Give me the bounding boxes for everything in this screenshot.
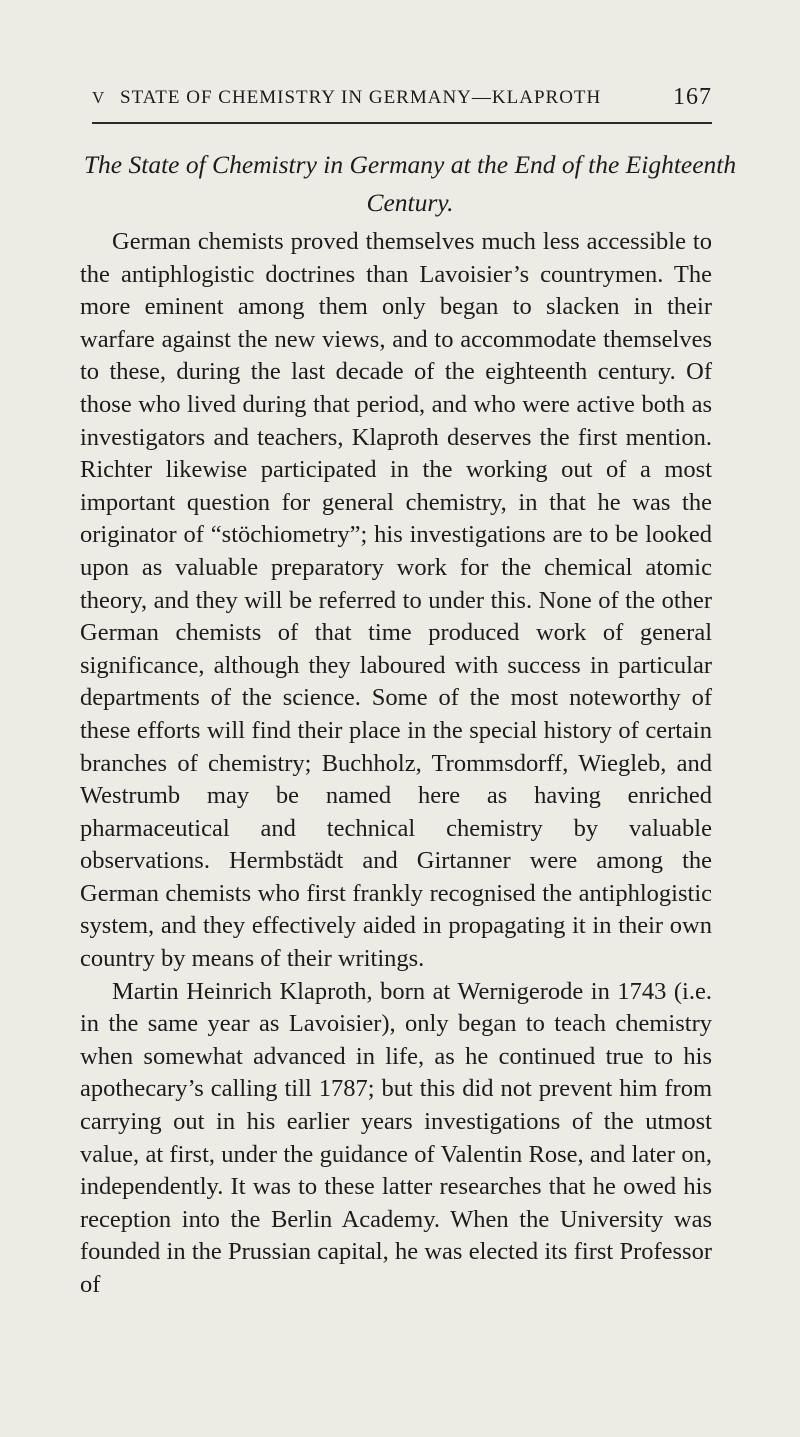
body-text — [80, 226, 712, 1302]
chapter-number: V — [92, 88, 105, 107]
section-title: The State of Chemistry in Germany at the End of the Eighteenth Century. — [83, 150, 737, 217]
page-number: 167 — [673, 84, 712, 110]
paragraph: Martin Heinrich Klaproth, born at Wernigerode in 1743 (i.e. in the same year as Lavoisier), only began to teach chemistry when somewhat advanced in life, as he continued true to his apothecary’s calling till 1787; but this did not prevent him from carrying out in his earlier years investigations of the utmost value, at first, under the guidance of Valentin Rose, and later on, independently. It was to these latter researches that he owed his reception into the Berlin Academy. When the University was founded in the Prussian capital, he was elected its first Professor of — [80, 977, 712, 1298]
header-rule — [92, 122, 712, 124]
running-title: STATE OF CHEMISTRY IN GERMANY—KLAPROTH — [120, 87, 602, 108]
running-header — [92, 84, 712, 118]
paragraph: German chemists proved themselves much less accessible to the antiphlogistic doctrines than Lavoisier’s countrymen. The more eminent among them only began to slacken in their warfare against the new views, and to accommodate themselves to these, during the last decade of the eighteenth century. Of those who lived during that period, and who were active both as investigators and teachers, Klaproth deserves the first mention. Richter likewise participated in the working out of a most important question for general chemistry, in that he was the originator of “stöchiometry”; his investigations are to be looked upon as valuable preparatory work for the chemical atomic theory, and they will be referred to under this. None of the other German chemists of that time produced work of general significance, although they laboured with success in particular departments of the science. Some of the most noteworthy of these efforts will find their place in the special history of certain branches of chemistry; Buchholz, Trommsdorff, Wiegleb, and Westrumb may be named here as having enriched pharmaceutical and technical chemistry by valuable observations. Hermbstädt and Girtanner were among the German chemists who first frankly recognised the antiphlogistic system, and they effectively aided in propagating it in their own country by means of their writings. — [80, 228, 712, 973]
